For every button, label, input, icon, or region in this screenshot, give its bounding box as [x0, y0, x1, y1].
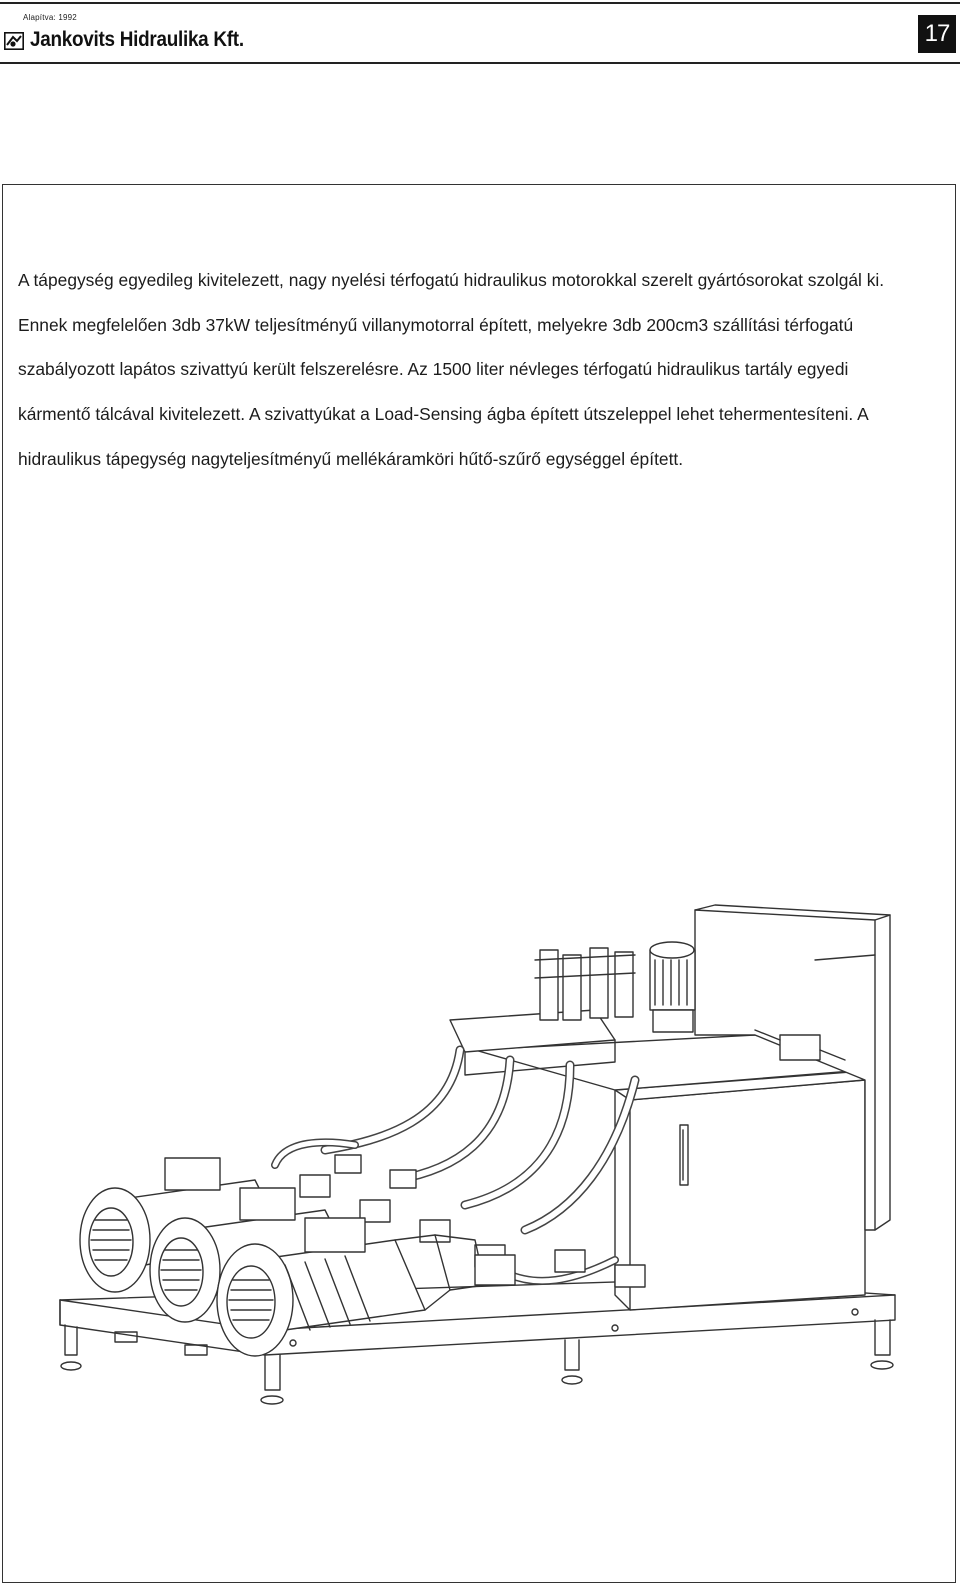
description-paragraph: A tápegység egyedileg kivitelezett, nagy nyelési térfogatú hidraulikus motorokkal szerelt gyártósorokat szolgál ki. Ennek megfelelően 3db 37kW teljesítményű villanymotorral épített, melyekre 3db 200cm3 szállítási térfogatú szabályozott lapátos szivattyú került felszerelésre. Az 1500 liter névleges térfogatú hidraulikus tartály egyedi kármentő tálcával kivitelezett. A szivattyúkat a Load-Sensing ágba épített útszeleppel lehet tehermentesíteni. A hidraulikus tápegység nagyteljesítményű mellékáramköri hűtő-szűrő egységgel épített.: [18, 270, 885, 469]
description-text: [18, 258, 918, 482]
page-header: [0, 0, 960, 66]
header-top-rule: [0, 2, 960, 4]
hydraulic-power-unit-drawing: [55, 900, 915, 1490]
page-number: 17: [918, 15, 956, 53]
founded-text: Alapítva: 1992: [23, 13, 77, 22]
company-name: Jankovits Hidraulika Kft.: [30, 28, 244, 51]
company-logo-icon: [4, 32, 24, 50]
header-bottom-rule: [0, 62, 960, 64]
